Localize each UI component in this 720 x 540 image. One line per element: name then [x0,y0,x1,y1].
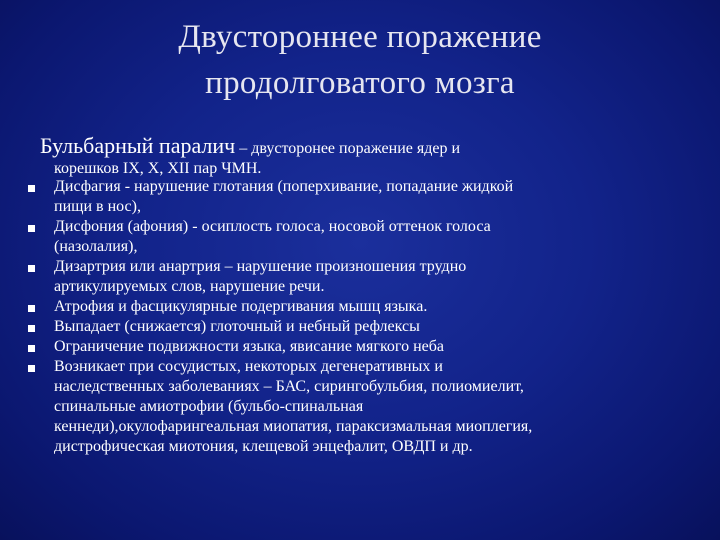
intro-paragraph [40,133,700,177]
list-item-line: пищи в нос), [54,198,141,215]
list-item-line: Выпадает (снижается) глоточный и небный рефлексы [54,318,420,335]
list-item [26,257,706,297]
list-item [26,217,706,257]
slide-title [0,14,720,106]
square-bullet-icon [28,325,35,332]
list-item-line: Возникает при сосудистых, некоторых дегенеративных и [54,358,443,375]
intro-definition: – двусторонее поражение ядер и [235,140,461,157]
square-bullet-icon [28,185,35,192]
intro-definition-line-2: корешков IX, X, XII пар ЧМН. [54,160,262,177]
square-bullet-icon [28,365,35,372]
list-item-line: Дисфагия - нарушение глотания (поперхивание, попадание жидкой [54,178,514,195]
list-item [26,317,706,337]
list-item-line: спинальные амиотрофии (бульбо-спинальная [54,398,364,415]
square-bullet-icon [28,265,35,272]
list-item-line: кеннеди),окулофарингеальная миопатия, параксизмальная миоплегия, [54,418,533,435]
square-bullet-icon [28,305,35,312]
symptom-list [26,177,706,457]
list-item-line: наследственных заболеваниях – БАС, сирингобульбия, полиомиелит, [54,378,524,395]
list-item-line: артикулируемых слов, нарушение речи. [54,278,325,295]
list-item [26,177,706,217]
list-item-line: Атрофия и фасцикулярные подергивания мышц языка. [54,298,428,315]
title-line-2: продолговатого мозга [205,65,515,101]
square-bullet-icon [28,345,35,352]
list-item [26,337,706,357]
intro-term: Бульбарный паралич [40,133,236,158]
list-item-line: дистрофическая миотония, клещевой энцефалит, ОВДП и др. [54,438,473,455]
square-bullet-icon [28,225,35,232]
list-item-line: Дисфония (афония) - осиплость голоса, носовой оттенок голоса [54,218,491,235]
list-item-line: Ограничение подвижности языка, явисание мягкого неба [54,338,444,355]
list-item [26,297,706,317]
list-item-line: Дизартрия или анартрия – нарушение произношения трудно [54,258,467,275]
title-line-1: Двустороннее поражение [178,19,542,55]
list-item [26,357,706,457]
list-item-line: (назолалия), [54,238,138,255]
